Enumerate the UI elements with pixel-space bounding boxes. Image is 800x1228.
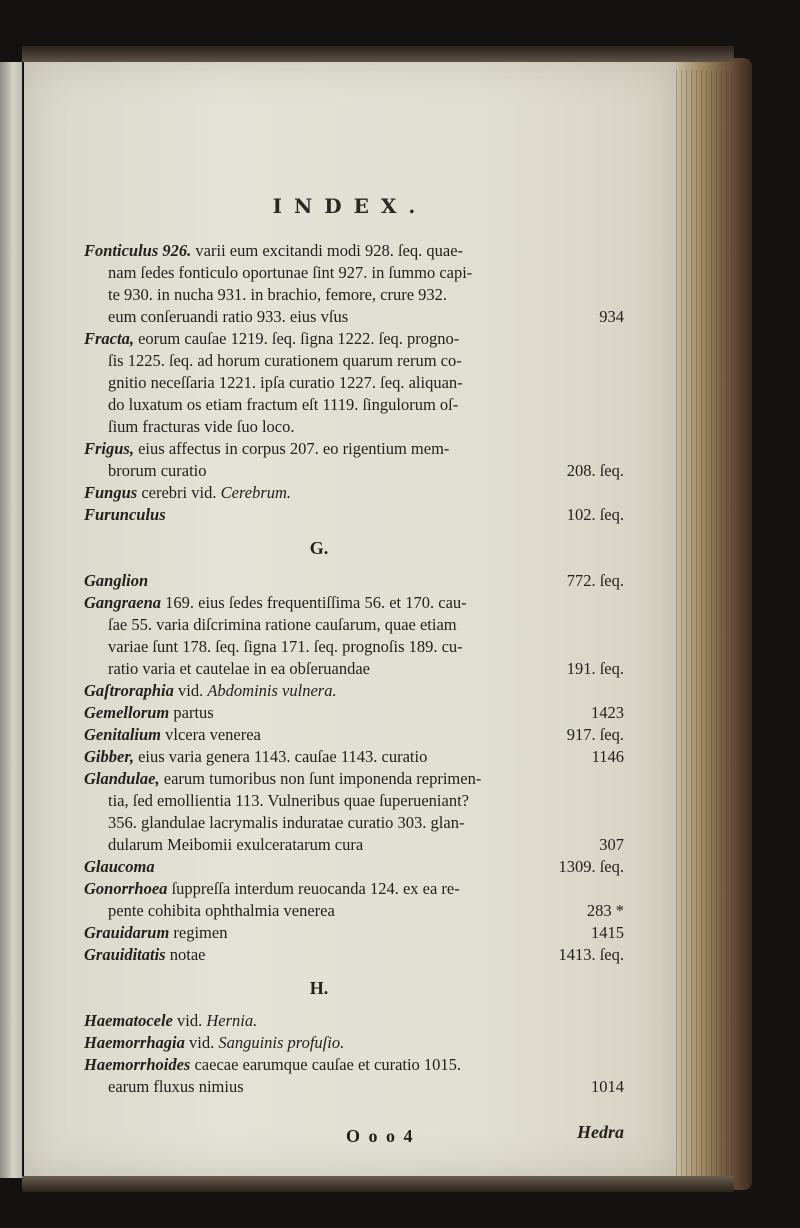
- entry-headword: Haematocele: [84, 1011, 173, 1030]
- index-entry: [84, 1032, 624, 1054]
- cross-reference: Cerebrum.: [220, 483, 292, 502]
- index-entry: [84, 856, 624, 878]
- entry-text: ſis 1225. ſeq. ad horum curationem quarum rerum co-: [108, 351, 462, 370]
- entry-text: te 930. in nucha 931. in brachio, femore, crure 932.: [108, 285, 448, 304]
- entry-text: vid.: [173, 681, 208, 700]
- entry-headword: Furunculus: [84, 505, 166, 524]
- index-entry: [84, 702, 624, 724]
- entry-text: ratio varia et cautelae in ea obſeruandae: [108, 659, 371, 678]
- entry-text: partus: [169, 703, 214, 722]
- entry-headword: Grauiditatis: [84, 945, 166, 964]
- index-entry-continuation: [84, 636, 624, 658]
- page-reference: 208. ſeq.: [566, 461, 624, 480]
- index-entry: [84, 746, 624, 768]
- index-entry: [84, 592, 624, 614]
- entry-headword: Haemorrhoides: [84, 1055, 191, 1074]
- entry-text: do luxatum os etiam fractum eſt 1119. ſingulorum oſ-: [108, 395, 459, 414]
- index-entry-continuation: [84, 372, 624, 394]
- index-entry: [84, 504, 624, 526]
- entry-headword: Fungus: [84, 483, 138, 502]
- index-entry-continuation: [84, 834, 624, 856]
- entry-text: gnitio neceſſaria 1221. ipſa curatio 1227. ſeq. aliquan-: [108, 373, 463, 392]
- index-entry-continuation: [84, 460, 624, 482]
- entry-text: earum fluxus nimius: [108, 1077, 244, 1096]
- index-entry-continuation: [84, 350, 624, 372]
- page-edge-texture: [676, 70, 736, 1180]
- entry-text: ſae 55. varia diſcrimina ratione cauſarum, quae etiam: [108, 615, 457, 634]
- cross-reference: Sanguinis profuſio.: [218, 1033, 345, 1052]
- index-entry-continuation: [84, 658, 624, 680]
- index-entry: [84, 680, 624, 702]
- entry-text: pente cohibita ophthalmia venerea: [108, 901, 335, 920]
- entry-text: brorum curatio: [108, 461, 207, 480]
- page-reference: 1423: [591, 703, 624, 722]
- entry-headword: Gibber,: [84, 747, 134, 766]
- index-entries: [84, 240, 624, 1098]
- index-entry: [84, 768, 624, 790]
- catchword: Hedra: [577, 1122, 624, 1142]
- entry-text: eum conſeruandi ratio 933. eius vſus: [108, 307, 349, 326]
- index-entry: [84, 328, 624, 350]
- page-reference: 102. ſeq.: [566, 505, 624, 524]
- section-letter: G.: [309, 538, 329, 558]
- cross-reference: Hernia.: [206, 1011, 258, 1030]
- index-entry: [84, 240, 624, 262]
- index-entry: [84, 1010, 624, 1032]
- index-entry-continuation: [84, 900, 624, 922]
- index-entry: [84, 922, 624, 944]
- index-entry-continuation: [84, 790, 624, 812]
- index-entry-continuation: [84, 262, 624, 284]
- entry-text: cerebri vid.: [137, 483, 221, 502]
- entry-headword: Genitalium: [84, 725, 162, 744]
- page-reference: 307: [599, 835, 624, 854]
- entry-text: earum tumoribus non ſunt imponenda reprimen-: [159, 769, 482, 788]
- entry-text: eius affectus in corpus 207. eo rigentium mem-: [133, 439, 450, 458]
- page-reference: 1413. ſeq.: [558, 945, 624, 964]
- entry-text: ſuppreſſa interdum reuocanda 124. ex ea re-: [167, 879, 460, 898]
- entry-headword: Gemellorum: [84, 703, 170, 722]
- entry-headword: Gangraena: [84, 593, 162, 612]
- section-letter: H.: [309, 978, 329, 998]
- entry-text: varii eum excitandi modi 928. ſeq. quae-: [191, 241, 464, 260]
- index-entry: [84, 1054, 624, 1076]
- entry-text: eius varia genera 1143. cauſae 1143. curatio: [133, 747, 428, 766]
- page-reference: 1146: [591, 747, 624, 766]
- index-entry: [84, 482, 624, 504]
- page-reference: 934: [599, 307, 624, 326]
- index-entry-continuation: [84, 1076, 624, 1098]
- page-reference: 1309. ſeq.: [558, 857, 624, 876]
- entry-text: 169. eius ſedes frequentiſſima 56. et 170. cau-: [161, 593, 467, 612]
- entry-text: dularum Meibomii exulceratarum cura: [108, 835, 364, 854]
- page-reference: 283 *: [586, 901, 624, 920]
- page-reference: 191. ſeq.: [566, 659, 624, 678]
- facing-page-edge: [0, 62, 22, 1178]
- page-reference: 917. ſeq.: [566, 725, 624, 744]
- page-reference: 1014: [591, 1077, 624, 1096]
- page-reference: 1415: [591, 923, 624, 942]
- entry-headword: Grauidarum: [84, 923, 170, 942]
- entry-text: vid.: [184, 1033, 219, 1052]
- entry-text: vlcera venerea: [161, 725, 261, 744]
- cover-top-edge: [22, 46, 734, 62]
- entry-headword: Haemorrhagia: [84, 1033, 185, 1052]
- index-entry: [84, 438, 624, 460]
- index-entry-continuation: [84, 614, 624, 636]
- entry-text: eorum cauſae 1219. ſeq. ſigna 1222. ſeq. progno-: [133, 329, 460, 348]
- entry-headword: Fonticulus 926.: [84, 241, 192, 260]
- entry-text: notae: [165, 945, 206, 964]
- page-reference: 772. ſeq.: [566, 571, 624, 590]
- cross-reference: Abdominis vulnera.: [207, 681, 337, 700]
- book-page: [24, 62, 676, 1176]
- page-footer: [84, 1122, 624, 1152]
- index-entry-continuation: [84, 416, 624, 438]
- entry-text: ſium fracturas vide ſuo loco.: [108, 417, 295, 436]
- entry-text: nam ſedes fonticulo oportunae ſint 927. in ſummo capi-: [108, 263, 473, 282]
- entry-headword: Gaſtroraphia: [84, 681, 174, 700]
- index-entry: [84, 570, 624, 592]
- signature-mark: O o o 4: [346, 1126, 415, 1146]
- entry-headword: Glaucoma: [84, 857, 155, 876]
- entry-text: caecae earumque cauſae et curatio 1015.: [190, 1055, 462, 1074]
- entry-headword: Frigus,: [84, 439, 134, 458]
- entry-text: 356. glandulae lacrymalis induratae curatio 303. glan-: [108, 813, 465, 832]
- entry-headword: Fracta,: [84, 329, 134, 348]
- entry-text: tia, ſed emollientia 113. Vulneribus quae ſuperueniant?: [108, 791, 469, 810]
- index-entry: [84, 944, 624, 966]
- entry-headword: Glandulae,: [84, 769, 160, 788]
- index-entry-continuation: [84, 394, 624, 416]
- entry-headword: Gonorrhoea: [84, 879, 168, 898]
- index-entry: [84, 724, 624, 746]
- index-entry: [84, 878, 624, 900]
- index-entry-continuation: [84, 812, 624, 834]
- index-entry-continuation: [84, 306, 624, 328]
- entry-text: variae ſunt 178. ſeq. ſigna 171. ſeq. prognoſis 189. cu-: [108, 637, 463, 656]
- index-entry-continuation: [84, 284, 624, 306]
- cover-bottom-edge: [22, 1176, 734, 1192]
- entry-text: vid.: [172, 1011, 207, 1030]
- entry-headword: Ganglion: [84, 571, 149, 590]
- running-header: INDEX.: [272, 194, 428, 218]
- entry-text: regimen: [169, 923, 228, 942]
